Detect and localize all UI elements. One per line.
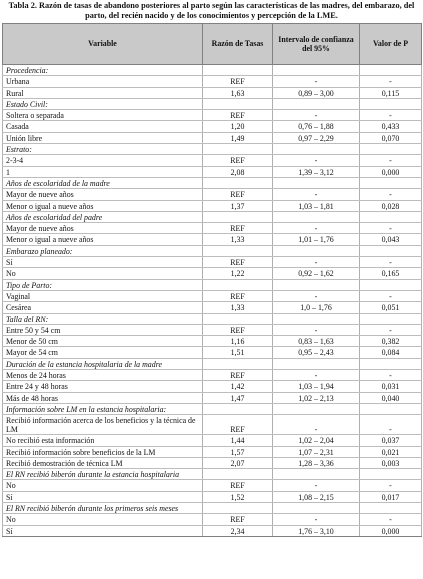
rate-ratio-cell: 1,20 bbox=[203, 121, 273, 132]
empty-rr-cell bbox=[203, 403, 273, 414]
empty-ci-cell bbox=[273, 144, 360, 155]
rate-ratio-cell: 1,44 bbox=[203, 435, 273, 446]
section-row bbox=[3, 403, 422, 414]
variable-cell: Casada bbox=[3, 121, 203, 132]
table-body bbox=[3, 65, 422, 537]
table-row bbox=[3, 514, 422, 525]
confidence-interval-cell: - bbox=[273, 514, 360, 525]
p-value-cell: 0,382 bbox=[360, 336, 422, 347]
rate-ratio-cell: 1,42 bbox=[203, 381, 273, 392]
variable-cell: No bbox=[3, 480, 203, 491]
section-row bbox=[3, 98, 422, 109]
rate-ratio-cell: 1,49 bbox=[203, 132, 273, 143]
variable-cell: No bbox=[3, 268, 203, 279]
empty-ci-cell bbox=[273, 313, 360, 324]
table-row bbox=[3, 76, 422, 87]
variable-cell: Recibió información acerca de los beneficios y la técnica de LM bbox=[3, 415, 203, 435]
table-row bbox=[3, 457, 422, 468]
empty-ci-cell bbox=[273, 502, 360, 513]
header-rate-ratio: Razón de Tasas bbox=[203, 24, 273, 65]
empty-rr-cell bbox=[203, 211, 273, 222]
empty-rr-cell bbox=[203, 279, 273, 290]
table-row bbox=[3, 336, 422, 347]
p-value-cell: 0,043 bbox=[360, 234, 422, 245]
table-row bbox=[3, 392, 422, 403]
variable-cell: Unión libre bbox=[3, 132, 203, 143]
table-row bbox=[3, 525, 422, 536]
table-row bbox=[3, 491, 422, 502]
section-label: Años de escolaridad del padre bbox=[3, 211, 203, 222]
confidence-interval-cell: 1,39 – 3,12 bbox=[273, 166, 360, 177]
rate-ratio-cell: 1,51 bbox=[203, 347, 273, 358]
table-row bbox=[3, 234, 422, 245]
rate-ratio-cell: 2,34 bbox=[203, 525, 273, 536]
variable-cell: Más de 48 horas bbox=[3, 392, 203, 403]
variable-cell: Vaginal bbox=[3, 290, 203, 301]
confidence-interval-cell: 0,95 – 2,43 bbox=[273, 347, 360, 358]
section-row bbox=[3, 469, 422, 480]
variable-cell: Sí bbox=[3, 525, 203, 536]
p-value-cell: 0,040 bbox=[360, 392, 422, 403]
confidence-interval-cell: - bbox=[273, 415, 360, 435]
table-caption: Tabla 2. Razón de tasas de abandono posteriores al parto según las características de las madres, del embarazo, del parto, del recién nacido y de los conocimientos y percepción de la LME. bbox=[8, 1, 415, 20]
variable-cell: Mayor de nueve años bbox=[3, 223, 203, 234]
section-label: El RN recibió biberón durante la estancia hospitalaria bbox=[3, 469, 203, 480]
header-variable: Variable bbox=[3, 24, 203, 65]
rate-ratio-cell: REF bbox=[203, 110, 273, 121]
table-row bbox=[3, 290, 422, 301]
variable-cell: 1 bbox=[3, 166, 203, 177]
confidence-interval-cell: 1,02 – 2,13 bbox=[273, 392, 360, 403]
rate-ratio-cell: 1,57 bbox=[203, 446, 273, 457]
section-row bbox=[3, 144, 422, 155]
confidence-interval-cell: - bbox=[273, 480, 360, 491]
empty-rr-cell bbox=[203, 469, 273, 480]
empty-p-cell bbox=[360, 211, 422, 222]
rate-ratio-cell: REF bbox=[203, 155, 273, 166]
confidence-interval-cell: - bbox=[273, 370, 360, 381]
variable-cell: Cesárea bbox=[3, 302, 203, 313]
variable-cell: No recibió esta información bbox=[3, 435, 203, 446]
confidence-interval-cell: 0,83 – 1,63 bbox=[273, 336, 360, 347]
empty-ci-cell bbox=[273, 469, 360, 480]
section-label: Estado Civil: bbox=[3, 98, 203, 109]
section-label: Información sobre LM en la estancia hospitalaria: bbox=[3, 403, 203, 414]
empty-rr-cell bbox=[203, 177, 273, 188]
section-row bbox=[3, 358, 422, 369]
section-label: Procedencia: bbox=[3, 65, 203, 76]
table-row bbox=[3, 381, 422, 392]
rate-ratio-cell: 1,52 bbox=[203, 491, 273, 502]
table-row bbox=[3, 155, 422, 166]
p-value-cell: - bbox=[360, 480, 422, 491]
variable-cell: Menos de 24 horas bbox=[3, 370, 203, 381]
confidence-interval-cell: - bbox=[273, 155, 360, 166]
empty-p-cell bbox=[360, 502, 422, 513]
rate-ratio-cell: 1,33 bbox=[203, 302, 273, 313]
p-value-cell: - bbox=[360, 514, 422, 525]
table-row bbox=[3, 110, 422, 121]
p-value-cell: 0,084 bbox=[360, 347, 422, 358]
variable-cell: Soltera o separada bbox=[3, 110, 203, 121]
p-value-cell: 0,115 bbox=[360, 87, 422, 98]
rate-ratio-cell: REF bbox=[203, 415, 273, 435]
empty-p-cell bbox=[360, 245, 422, 256]
section-row bbox=[3, 65, 422, 76]
variable-cell: Entre 24 y 48 horas bbox=[3, 381, 203, 392]
variable-cell: Mayor de 54 cm bbox=[3, 347, 203, 358]
table-row bbox=[3, 223, 422, 234]
table-row bbox=[3, 302, 422, 313]
p-value-cell: 0,000 bbox=[360, 525, 422, 536]
table-row bbox=[3, 132, 422, 143]
confidence-interval-cell: 1,03 – 1,94 bbox=[273, 381, 360, 392]
empty-p-cell bbox=[360, 144, 422, 155]
table-row bbox=[3, 87, 422, 98]
confidence-interval-cell: 1,28 – 3,36 bbox=[273, 457, 360, 468]
confidence-interval-cell: 0,97 – 2,29 bbox=[273, 132, 360, 143]
p-value-cell: - bbox=[360, 223, 422, 234]
empty-ci-cell bbox=[273, 211, 360, 222]
confidence-interval-cell: - bbox=[273, 189, 360, 200]
rate-ratio-cell: 2,07 bbox=[203, 457, 273, 468]
rate-ratio-cell: REF bbox=[203, 223, 273, 234]
table-row bbox=[3, 370, 422, 381]
empty-p-cell bbox=[360, 98, 422, 109]
rate-ratio-cell: 1,47 bbox=[203, 392, 273, 403]
results-table bbox=[2, 23, 422, 537]
variable-cell: Urbana bbox=[3, 76, 203, 87]
variable-cell: No bbox=[3, 514, 203, 525]
section-label: Tipo de Parto: bbox=[3, 279, 203, 290]
section-label: Años de escolaridad de la madre bbox=[3, 177, 203, 188]
rate-ratio-cell: 1,63 bbox=[203, 87, 273, 98]
rate-ratio-cell: 1,37 bbox=[203, 200, 273, 211]
confidence-interval-cell: 0,92 – 1,62 bbox=[273, 268, 360, 279]
p-value-cell: 0,070 bbox=[360, 132, 422, 143]
table-row bbox=[3, 446, 422, 457]
variable-cell: Mayor de nueve años bbox=[3, 189, 203, 200]
table-row bbox=[3, 480, 422, 491]
rate-ratio-cell: 1,22 bbox=[203, 268, 273, 279]
variable-cell: Menor o igual a nueve años bbox=[3, 200, 203, 211]
table-row bbox=[3, 200, 422, 211]
empty-ci-cell bbox=[273, 65, 360, 76]
empty-rr-cell bbox=[203, 502, 273, 513]
empty-p-cell bbox=[360, 313, 422, 324]
empty-rr-cell bbox=[203, 245, 273, 256]
empty-ci-cell bbox=[273, 245, 360, 256]
table-row bbox=[3, 189, 422, 200]
empty-ci-cell bbox=[273, 358, 360, 369]
empty-p-cell bbox=[360, 358, 422, 369]
rate-ratio-cell: REF bbox=[203, 290, 273, 301]
empty-p-cell bbox=[360, 469, 422, 480]
empty-p-cell bbox=[360, 279, 422, 290]
confidence-interval-cell: 1,76 – 3,10 bbox=[273, 525, 360, 536]
header-row bbox=[3, 24, 422, 65]
empty-p-cell bbox=[360, 403, 422, 414]
p-value-cell: 0,000 bbox=[360, 166, 422, 177]
section-label: Estrato: bbox=[3, 144, 203, 155]
section-label: Embarazo planeado: bbox=[3, 245, 203, 256]
variable-cell: Rural bbox=[3, 87, 203, 98]
empty-rr-cell bbox=[203, 65, 273, 76]
p-value-cell: 0,165 bbox=[360, 268, 422, 279]
p-value-cell: - bbox=[360, 257, 422, 268]
section-row bbox=[3, 245, 422, 256]
section-label: Duración de la estancia hospitalaria de la madre bbox=[3, 358, 203, 369]
p-value-cell: 0,003 bbox=[360, 457, 422, 468]
confidence-interval-cell: 1,08 – 2,15 bbox=[273, 491, 360, 502]
section-label: Talla del RN: bbox=[3, 313, 203, 324]
table-row bbox=[3, 166, 422, 177]
rate-ratio-cell: REF bbox=[203, 370, 273, 381]
p-value-cell: - bbox=[360, 415, 422, 435]
confidence-interval-cell: 1,03 – 1,81 bbox=[273, 200, 360, 211]
confidence-interval-cell: 1,01 – 1,76 bbox=[273, 234, 360, 245]
rate-ratio-cell: REF bbox=[203, 324, 273, 335]
section-label: El RN recibió biberón durante los primeros seis meses bbox=[3, 502, 203, 513]
empty-ci-cell bbox=[273, 279, 360, 290]
rate-ratio-cell: 1,33 bbox=[203, 234, 273, 245]
variable-cell: Recibió demostración de técnica LM bbox=[3, 457, 203, 468]
header-confidence-interval: Intervalo de confianza del 95% bbox=[273, 24, 360, 65]
p-value-cell: 0,037 bbox=[360, 435, 422, 446]
variable-cell: Recibió información sobre beneficios de la LM bbox=[3, 446, 203, 457]
confidence-interval-cell: - bbox=[273, 76, 360, 87]
p-value-cell: - bbox=[360, 110, 422, 121]
empty-p-cell bbox=[360, 65, 422, 76]
rate-ratio-cell: 1,16 bbox=[203, 336, 273, 347]
empty-ci-cell bbox=[273, 177, 360, 188]
section-row bbox=[3, 211, 422, 222]
p-value-cell: 0,433 bbox=[360, 121, 422, 132]
empty-ci-cell bbox=[273, 98, 360, 109]
variable-cell: Sí bbox=[3, 491, 203, 502]
p-value-cell: - bbox=[360, 324, 422, 335]
table-row bbox=[3, 257, 422, 268]
variable-cell: Entre 50 y 54 cm bbox=[3, 324, 203, 335]
empty-p-cell bbox=[360, 177, 422, 188]
confidence-interval-cell: 1,02 – 2,04 bbox=[273, 435, 360, 446]
rate-ratio-cell: REF bbox=[203, 76, 273, 87]
confidence-interval-cell: - bbox=[273, 290, 360, 301]
rate-ratio-cell: REF bbox=[203, 514, 273, 525]
header-p-value: Valor de P bbox=[360, 24, 422, 65]
rate-ratio-cell: REF bbox=[203, 257, 273, 268]
table-row bbox=[3, 415, 422, 435]
p-value-cell: 0,017 bbox=[360, 491, 422, 502]
table-row bbox=[3, 347, 422, 358]
p-value-cell: - bbox=[360, 76, 422, 87]
rate-ratio-cell: REF bbox=[203, 189, 273, 200]
confidence-interval-cell: - bbox=[273, 110, 360, 121]
section-row bbox=[3, 177, 422, 188]
table-row bbox=[3, 324, 422, 335]
table-row bbox=[3, 435, 422, 446]
variable-cell: Menor o igual a nueve años bbox=[3, 234, 203, 245]
confidence-interval-cell: - bbox=[273, 223, 360, 234]
rate-ratio-cell: 2,08 bbox=[203, 166, 273, 177]
p-value-cell: 0,031 bbox=[360, 381, 422, 392]
table-row bbox=[3, 268, 422, 279]
empty-ci-cell bbox=[273, 403, 360, 414]
confidence-interval-cell: - bbox=[273, 324, 360, 335]
section-row bbox=[3, 313, 422, 324]
variable-cell: 2-3-4 bbox=[3, 155, 203, 166]
p-value-cell: 0,021 bbox=[360, 446, 422, 457]
p-value-cell: 0,028 bbox=[360, 200, 422, 211]
p-value-cell: - bbox=[360, 370, 422, 381]
confidence-interval-cell: 1,07 – 2,31 bbox=[273, 446, 360, 457]
rate-ratio-cell: REF bbox=[203, 480, 273, 491]
empty-rr-cell bbox=[203, 313, 273, 324]
section-row bbox=[3, 279, 422, 290]
empty-rr-cell bbox=[203, 144, 273, 155]
variable-cell: Menor de 50 cm bbox=[3, 336, 203, 347]
variable-cell: Sí bbox=[3, 257, 203, 268]
confidence-interval-cell: 0,89 – 3,00 bbox=[273, 87, 360, 98]
section-row bbox=[3, 502, 422, 513]
empty-rr-cell bbox=[203, 98, 273, 109]
empty-rr-cell bbox=[203, 358, 273, 369]
p-value-cell: 0,051 bbox=[360, 302, 422, 313]
p-value-cell: - bbox=[360, 155, 422, 166]
confidence-interval-cell: - bbox=[273, 257, 360, 268]
confidence-interval-cell: 1,0 – 1,76 bbox=[273, 302, 360, 313]
p-value-cell: - bbox=[360, 189, 422, 200]
p-value-cell: - bbox=[360, 290, 422, 301]
table-row bbox=[3, 121, 422, 132]
confidence-interval-cell: 0,76 – 1,88 bbox=[273, 121, 360, 132]
